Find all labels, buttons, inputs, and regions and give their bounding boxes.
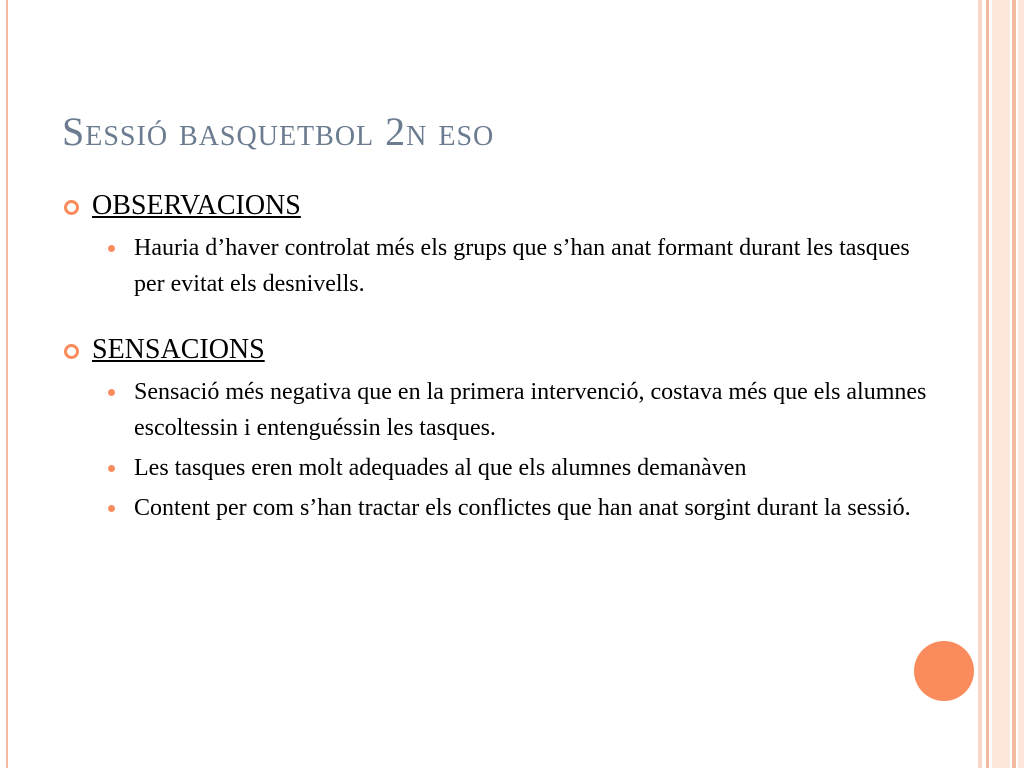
decorative-circle xyxy=(914,641,974,701)
section-heading-label: OBSERVACIONS xyxy=(92,190,301,221)
list-item xyxy=(62,490,942,526)
list-item-text: Content per com s’han tractar els conflictes que han anat sorgint durant la sessió. xyxy=(134,495,911,521)
bullet-list xyxy=(62,374,942,526)
right-stripe xyxy=(986,0,989,768)
right-stripe xyxy=(1012,0,1016,768)
right-stripe xyxy=(1018,0,1024,768)
slide-content xyxy=(62,186,942,554)
section-observacions xyxy=(62,186,942,302)
dot-bullet-icon xyxy=(108,389,115,396)
list-item-text: Les tasques eren molt adequades al que els alumnes demanàven xyxy=(134,455,747,481)
dot-bullet-icon xyxy=(108,245,115,252)
bullet-list xyxy=(62,230,942,302)
list-item xyxy=(62,230,942,302)
list-item xyxy=(62,374,942,446)
left-border-line xyxy=(6,0,8,768)
right-stripe xyxy=(978,0,982,768)
ring-bullet-icon xyxy=(64,200,79,215)
list-item-text: Hauria d’haver controlat més els grups que s’han anat formant durant les tasques per evitat els desnivells. xyxy=(134,235,910,297)
list-item-text: Sensació més negativa que en la primera intervenció, costava més que els alumnes escoltessin i entenguéssin les tasques. xyxy=(134,379,927,441)
slide-title: Sessió basquetbol 2n eso xyxy=(62,109,495,154)
section-sensacions xyxy=(62,330,942,526)
section-heading-label: SENSACIONS xyxy=(92,334,265,365)
dot-bullet-icon xyxy=(108,505,115,512)
section-heading xyxy=(62,330,942,370)
section-heading xyxy=(62,186,942,226)
dot-bullet-icon xyxy=(108,465,115,472)
ring-bullet-icon xyxy=(64,344,79,359)
list-item xyxy=(62,450,942,486)
right-stripe xyxy=(992,0,1010,768)
